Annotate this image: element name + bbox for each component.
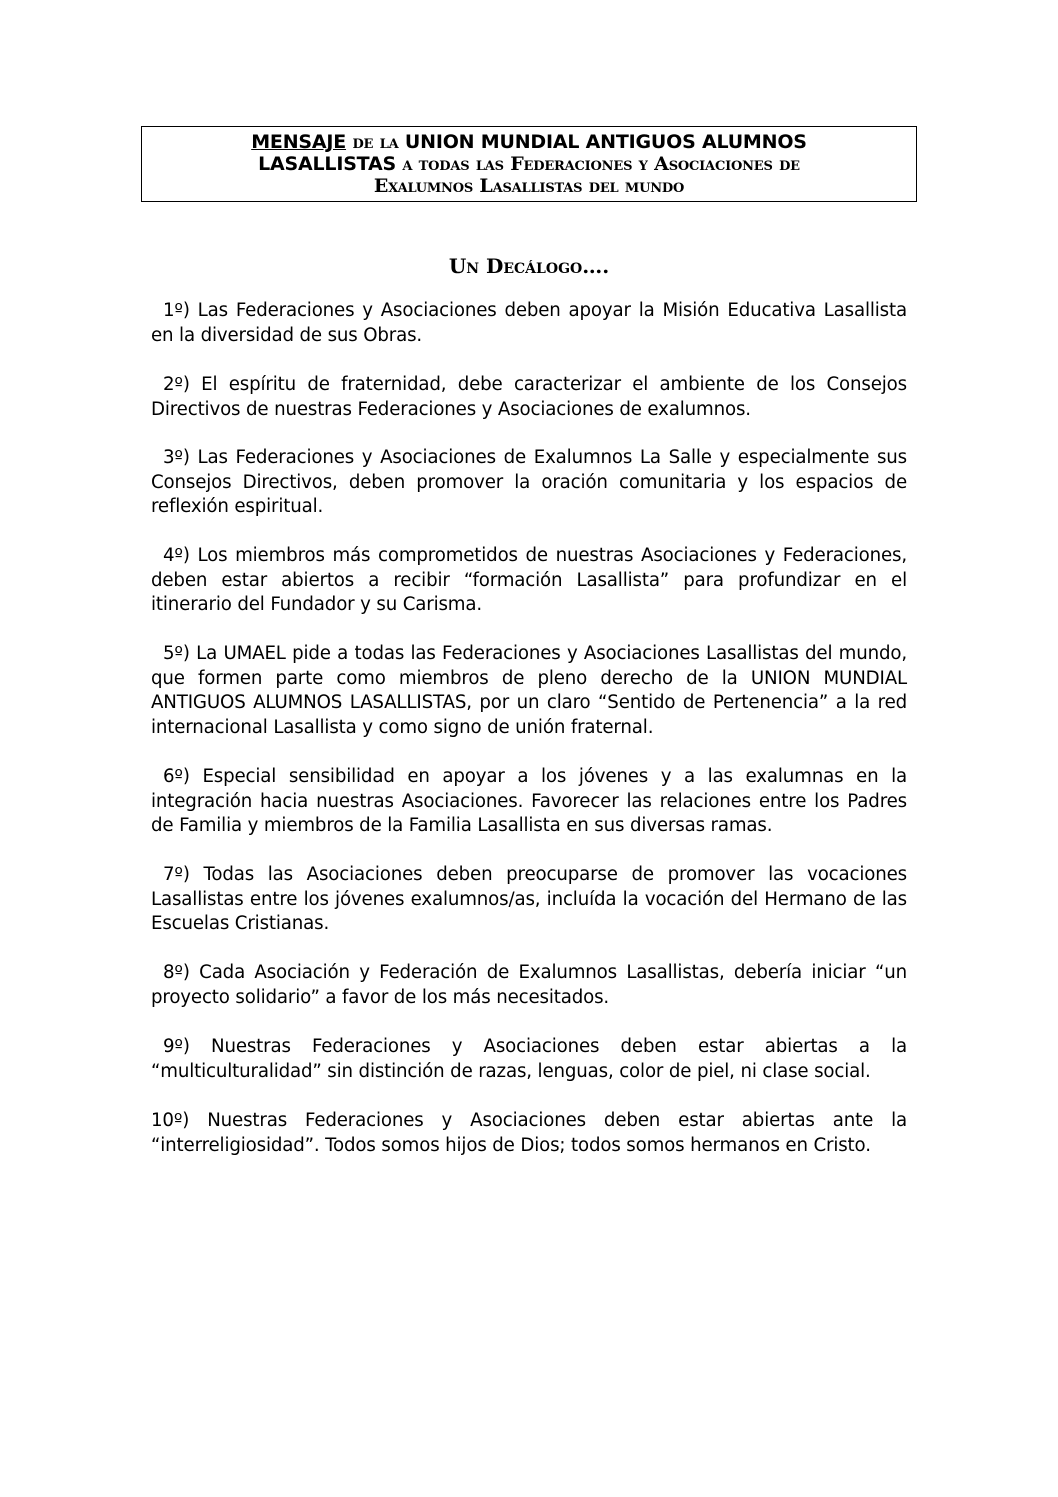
item-number: 5º) (163, 643, 190, 664)
decalogue-item-4 (151, 544, 907, 618)
item-number: 3º) (163, 447, 190, 468)
subtitle: Un Decálogo…. (448, 254, 610, 278)
title-box (141, 126, 917, 202)
item-text: Todas las Asociaciones deben preocuparse de promover las vocaciones Lasallistas entre los jóvenes exalumnos/as, incluída la vocación del Hermano de las Escuelas Cristianas. (151, 864, 907, 935)
title-lasallistas: LASALLISTAS (258, 153, 396, 175)
item-text: Especial sensibilidad en apoyar a los jóvenes y a las exalumnas en la integración hacia nuestras Asociaciones. Favorecer las relaciones entre los Padres de Familia y miembros de la Familia Lasallista en sus diversas ramas. (151, 766, 908, 837)
title-union-mundial: UNION MUNDIAL ANTIGUOS ALUMNOS (404, 131, 807, 153)
item-text: Los miembros más comprometidos de nuestras Asociaciones y Federaciones, deben estar abiertos a recibir “formación Lasallista” para profundizar en el itinerario del Fundador y su Carisma. (151, 545, 907, 616)
title-line-1 (142, 131, 916, 153)
item-number: 9º) (163, 1036, 190, 1057)
item-number: 6º) (163, 766, 190, 787)
title-mensaje: MENSAJE (251, 131, 347, 153)
decalogue-item-10 (151, 1109, 907, 1158)
decalogue-item-6 (151, 765, 907, 839)
decalogue-item-8 (151, 961, 907, 1010)
item-text: Nuestras Federaciones y Asociaciones deben estar abiertas a la “multiculturalidad” sin distinción de razas, lenguas, color de piel, ni clase social. (151, 1036, 907, 1082)
item-number: 2º) (163, 374, 190, 395)
title-de-la: de la (346, 131, 405, 153)
item-text: El espíritu de fraternidad, debe caracterizar el ambiente de los Consejos Directivos de nuestras Federaciones y Asociaciones de exalumnos. (151, 374, 907, 420)
decalogue-item-5 (151, 642, 907, 740)
item-text: Las Federaciones y Asociaciones deben apoyar la Misión Educativa Lasallista en la diversidad de sus Obras. (151, 300, 907, 346)
item-number: 4º) (163, 545, 190, 566)
title-line-3: Exalumnos Lasallistas del mundo (373, 175, 685, 197)
title-a-todas: a todas las Federaciones y Asociaciones de (395, 153, 800, 175)
decalogue-item-1 (151, 299, 907, 348)
decalogue-item-2 (151, 373, 907, 422)
decalogue-item-3 (151, 446, 907, 520)
title-line-2 (142, 153, 916, 175)
item-number: 10º) (151, 1110, 190, 1131)
item-text: Nuestras Federaciones y Asociaciones deben estar abiertas ante la “interreligiosidad”. Todos somos hijos de Dios; todos somos hermanos en Cristo. (151, 1110, 907, 1156)
item-number: 1º) (163, 300, 190, 321)
decalogue-item-7 (151, 863, 907, 937)
item-text: Las Federaciones y Asociaciones de Exalumnos La Salle y especialmente sus Consejos Directivos, deben promover la oración comunitaria y los espacios de reflexión espiritual. (151, 447, 907, 518)
item-text: La UMAEL pide a todas las Federaciones y Asociaciones Lasallistas del mundo, que formen parte como miembros de pleno derecho de la UNION MUNDIAL ANTIGUOS ALUMNOS LASALLISTAS, por un claro “Sentido de Pertenencia” a la red internacional Lasallista y como signo de unión fraternal. (151, 643, 907, 738)
item-number: 8º) (163, 962, 190, 983)
item-text: Cada Asociación y Federación de Exalumnos Lasallistas, debería iniciar “un proyecto solidario” a favor de los más necesitados. (151, 962, 907, 1008)
decalogue-item-9 (151, 1035, 907, 1084)
item-number: 7º) (163, 864, 190, 885)
